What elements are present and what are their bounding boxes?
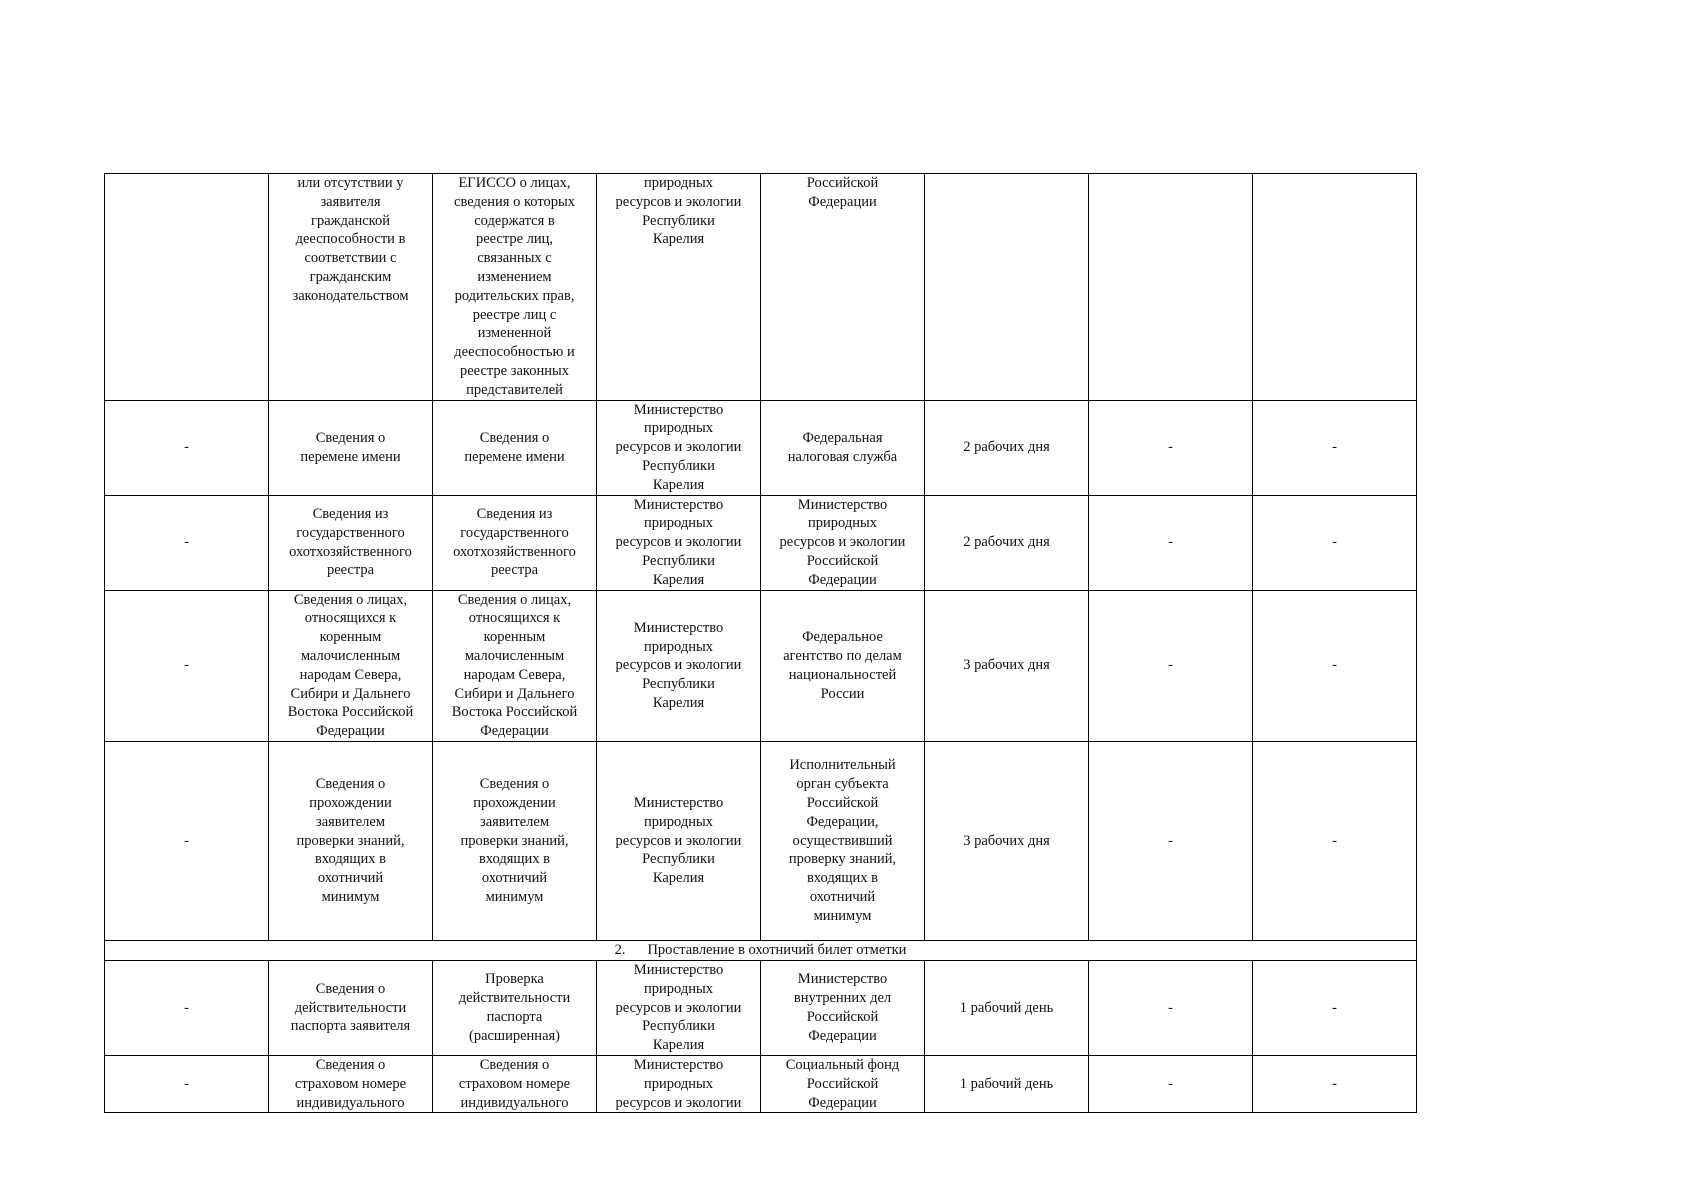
table-cell: - (1253, 400, 1417, 495)
table-cell: 3 рабочих дня (925, 590, 1089, 741)
table-cell: Сведения из государственного охотхозяйственного реестра (269, 495, 433, 590)
table-cell: 3 рабочих дня (925, 741, 1089, 940)
table-cell: Министерство природных ресурсов и экологии Республики Карелия (597, 960, 761, 1055)
table-cell: или отсутствии у заявителя гражданской дееспособности в соответствии с гражданским законодательством (269, 174, 433, 401)
table-cell: природных ресурсов и экологии Республики Карелия (597, 174, 761, 401)
table-cell: 2 рабочих дня (925, 400, 1089, 495)
table-cell: ЕГИССО о лицах, сведения о которых содержатся в реестре лиц, связанных с изменением родительских прав, реестре лиц с измененной дееспособностью и реестре законных представителей (433, 174, 597, 401)
table-cell: Министерство природных ресурсов и экологии Российской Федерации (761, 495, 925, 590)
table-cell: - (1089, 400, 1253, 495)
table-row (105, 495, 1417, 590)
table-cell: - (1089, 960, 1253, 1055)
table-cell: - (1089, 1055, 1253, 1112)
table-cell (1089, 174, 1253, 401)
table-cell: Министерство природных ресурсов и экологии Республики Карелия (597, 590, 761, 741)
table-cell: Сведения о перемене имени (269, 400, 433, 495)
table-cell: - (105, 400, 269, 495)
table-cell (105, 174, 269, 401)
table-cell: - (105, 960, 269, 1055)
table-cell: - (105, 590, 269, 741)
table-cell: - (105, 741, 269, 940)
table-cell: Социальный фонд Российской Федерации (761, 1055, 925, 1112)
table-cell: 2 рабочих дня (925, 495, 1089, 590)
table-cell: Сведения о действительности паспорта заявителя (269, 960, 433, 1055)
table-cell: Сведения о лицах, относящихся к коренным малочисленным народам Севера, Сибири и Дальнего Востока Российской Федерации (269, 590, 433, 741)
table-row (105, 400, 1417, 495)
table-cell (1253, 174, 1417, 401)
table-cell: Российской Федерации (761, 174, 925, 401)
table-cell: Федеральное агентство по делам национальностей России (761, 590, 925, 741)
table-cell: - (1253, 741, 1417, 940)
interagency-requests-table (104, 173, 1417, 1113)
table-cell: - (1089, 741, 1253, 940)
table-cell: - (1253, 1055, 1417, 1112)
table-cell: Министерство природных ресурсов и экологии (597, 1055, 761, 1112)
table-cell: Министерство природных ресурсов и экологии Республики Карелия (597, 400, 761, 495)
table-cell: Министерство внутренних дел Российской Федерации (761, 960, 925, 1055)
table-cell: - (1253, 590, 1417, 741)
table-row (105, 590, 1417, 741)
table-cell: - (1089, 590, 1253, 741)
table-row (105, 960, 1417, 1055)
section-heading-row (105, 940, 1417, 960)
section-number: 2. (614, 942, 626, 959)
table-cell: Сведения о страховом номере индивидуального (269, 1055, 433, 1112)
section-heading (105, 940, 1417, 960)
section-title: Проставление в охотничий билет отметки (647, 942, 907, 959)
table-cell: - (1089, 495, 1253, 590)
table-cell: - (105, 495, 269, 590)
table-cell: Сведения о прохождении заявителем проверки знаний, входящих в охотничий минимум (269, 741, 433, 940)
table-row (105, 741, 1417, 940)
table-cell: Исполнительный орган субъекта Российской Федерации, осуществивший проверку знаний, входящих в охотничий минимум (761, 741, 925, 940)
table-cell: Сведения о лицах, относящихся к коренным малочисленным народам Севера, Сибири и Дальнего Востока Российской Федерации (433, 590, 597, 741)
table-cell: 1 рабочий день (925, 960, 1089, 1055)
table-cell: Министерство природных ресурсов и экологии Республики Карелия (597, 741, 761, 940)
table-row (105, 1055, 1417, 1112)
table-row (105, 174, 1417, 401)
table-cell: Министерство природных ресурсов и экологии Республики Карелия (597, 495, 761, 590)
table-cell: 1 рабочий день (925, 1055, 1089, 1112)
table-cell: Сведения о страховом номере индивидуального (433, 1055, 597, 1112)
table-cell: Сведения из государственного охотхозяйственного реестра (433, 495, 597, 590)
table-cell: Сведения о перемене имени (433, 400, 597, 495)
table-cell: Проверка действительности паспорта (расширенная) (433, 960, 597, 1055)
table-cell: - (1253, 960, 1417, 1055)
table-cell: - (105, 1055, 269, 1112)
table-cell: Сведения о прохождении заявителем проверки знаний, входящих в охотничий минимум (433, 741, 597, 940)
table-cell (925, 174, 1089, 401)
table-cell: Федеральная налоговая служба (761, 400, 925, 495)
table-cell: - (1253, 495, 1417, 590)
